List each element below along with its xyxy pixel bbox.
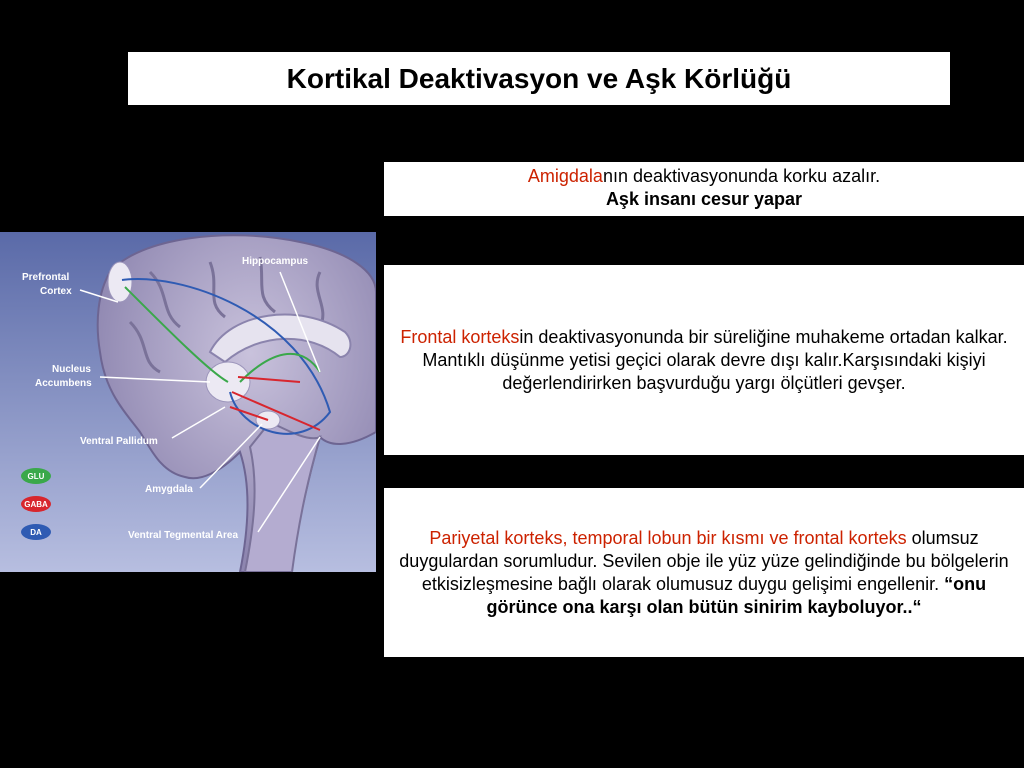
amygdala-text: nın deaktivasyonunda korku azalır. [602,166,881,186]
legend-gaba-label: GABA [24,500,48,509]
label-amygdala: Amygdala [145,484,193,495]
label-nucleus-1: Nucleus [52,364,91,375]
amygdala-line [384,165,1024,188]
parietal-quote: “onu görünce ona karşı olan bütün sinirim kayboluyor..“ [486,573,987,617]
label-ventral-pallidum: Ventral Pallidum [80,436,158,447]
parietal-paragraph [392,527,1016,619]
amygdala-text-box [384,162,1024,216]
label-hippocampus: Hippocampus [242,256,309,267]
parietal-term: Pariyetal korteks, temporal lobun bir kısmı ve frontal korteks [429,527,907,548]
legend-glu-label: GLU [27,472,45,481]
legend-da-label: DA [30,528,42,537]
brain-diagram [0,232,376,572]
frontal-text-box [384,265,1024,455]
amygdala-conclusion: Aşk insanı cesur yapar [605,189,803,209]
prefrontal-region [108,262,132,302]
title-box [128,52,950,105]
frontal-paragraph [392,326,1016,395]
amygdala-term: Amigdala [527,166,603,186]
label-prefrontal-1: Prefrontal [22,272,70,283]
frontal-term: Frontal korteks [400,326,520,347]
legend [21,468,51,540]
frontal-text: in deaktivasyonunda bir süreliğine muhakeme ortadan kalkar. Mantıklı düşünme yetisi geçici olarak devre dışı kalır.Karşısındaki kişiyi değerlendirirken başvurduğu yargı ölçütleri gevşer. [422,326,1008,393]
slide-title: Kortikal Deaktivasyon ve Aşk Körlüğü [286,62,792,94]
label-nucleus-2: Accumbens [35,378,92,389]
label-vta: Ventral Tegmental Area [128,530,239,541]
parietal-text-box [384,488,1024,657]
label-prefrontal-2: Cortex [40,286,72,297]
parietal-text: olumsuz duygulardan sorumludur. Sevilen obje ile yüz yüze gelindiğinde bu bölgelerin etkisizleşmesine bağlı olarak olumusuz duygu gelişimi engellenir. [399,527,1009,594]
